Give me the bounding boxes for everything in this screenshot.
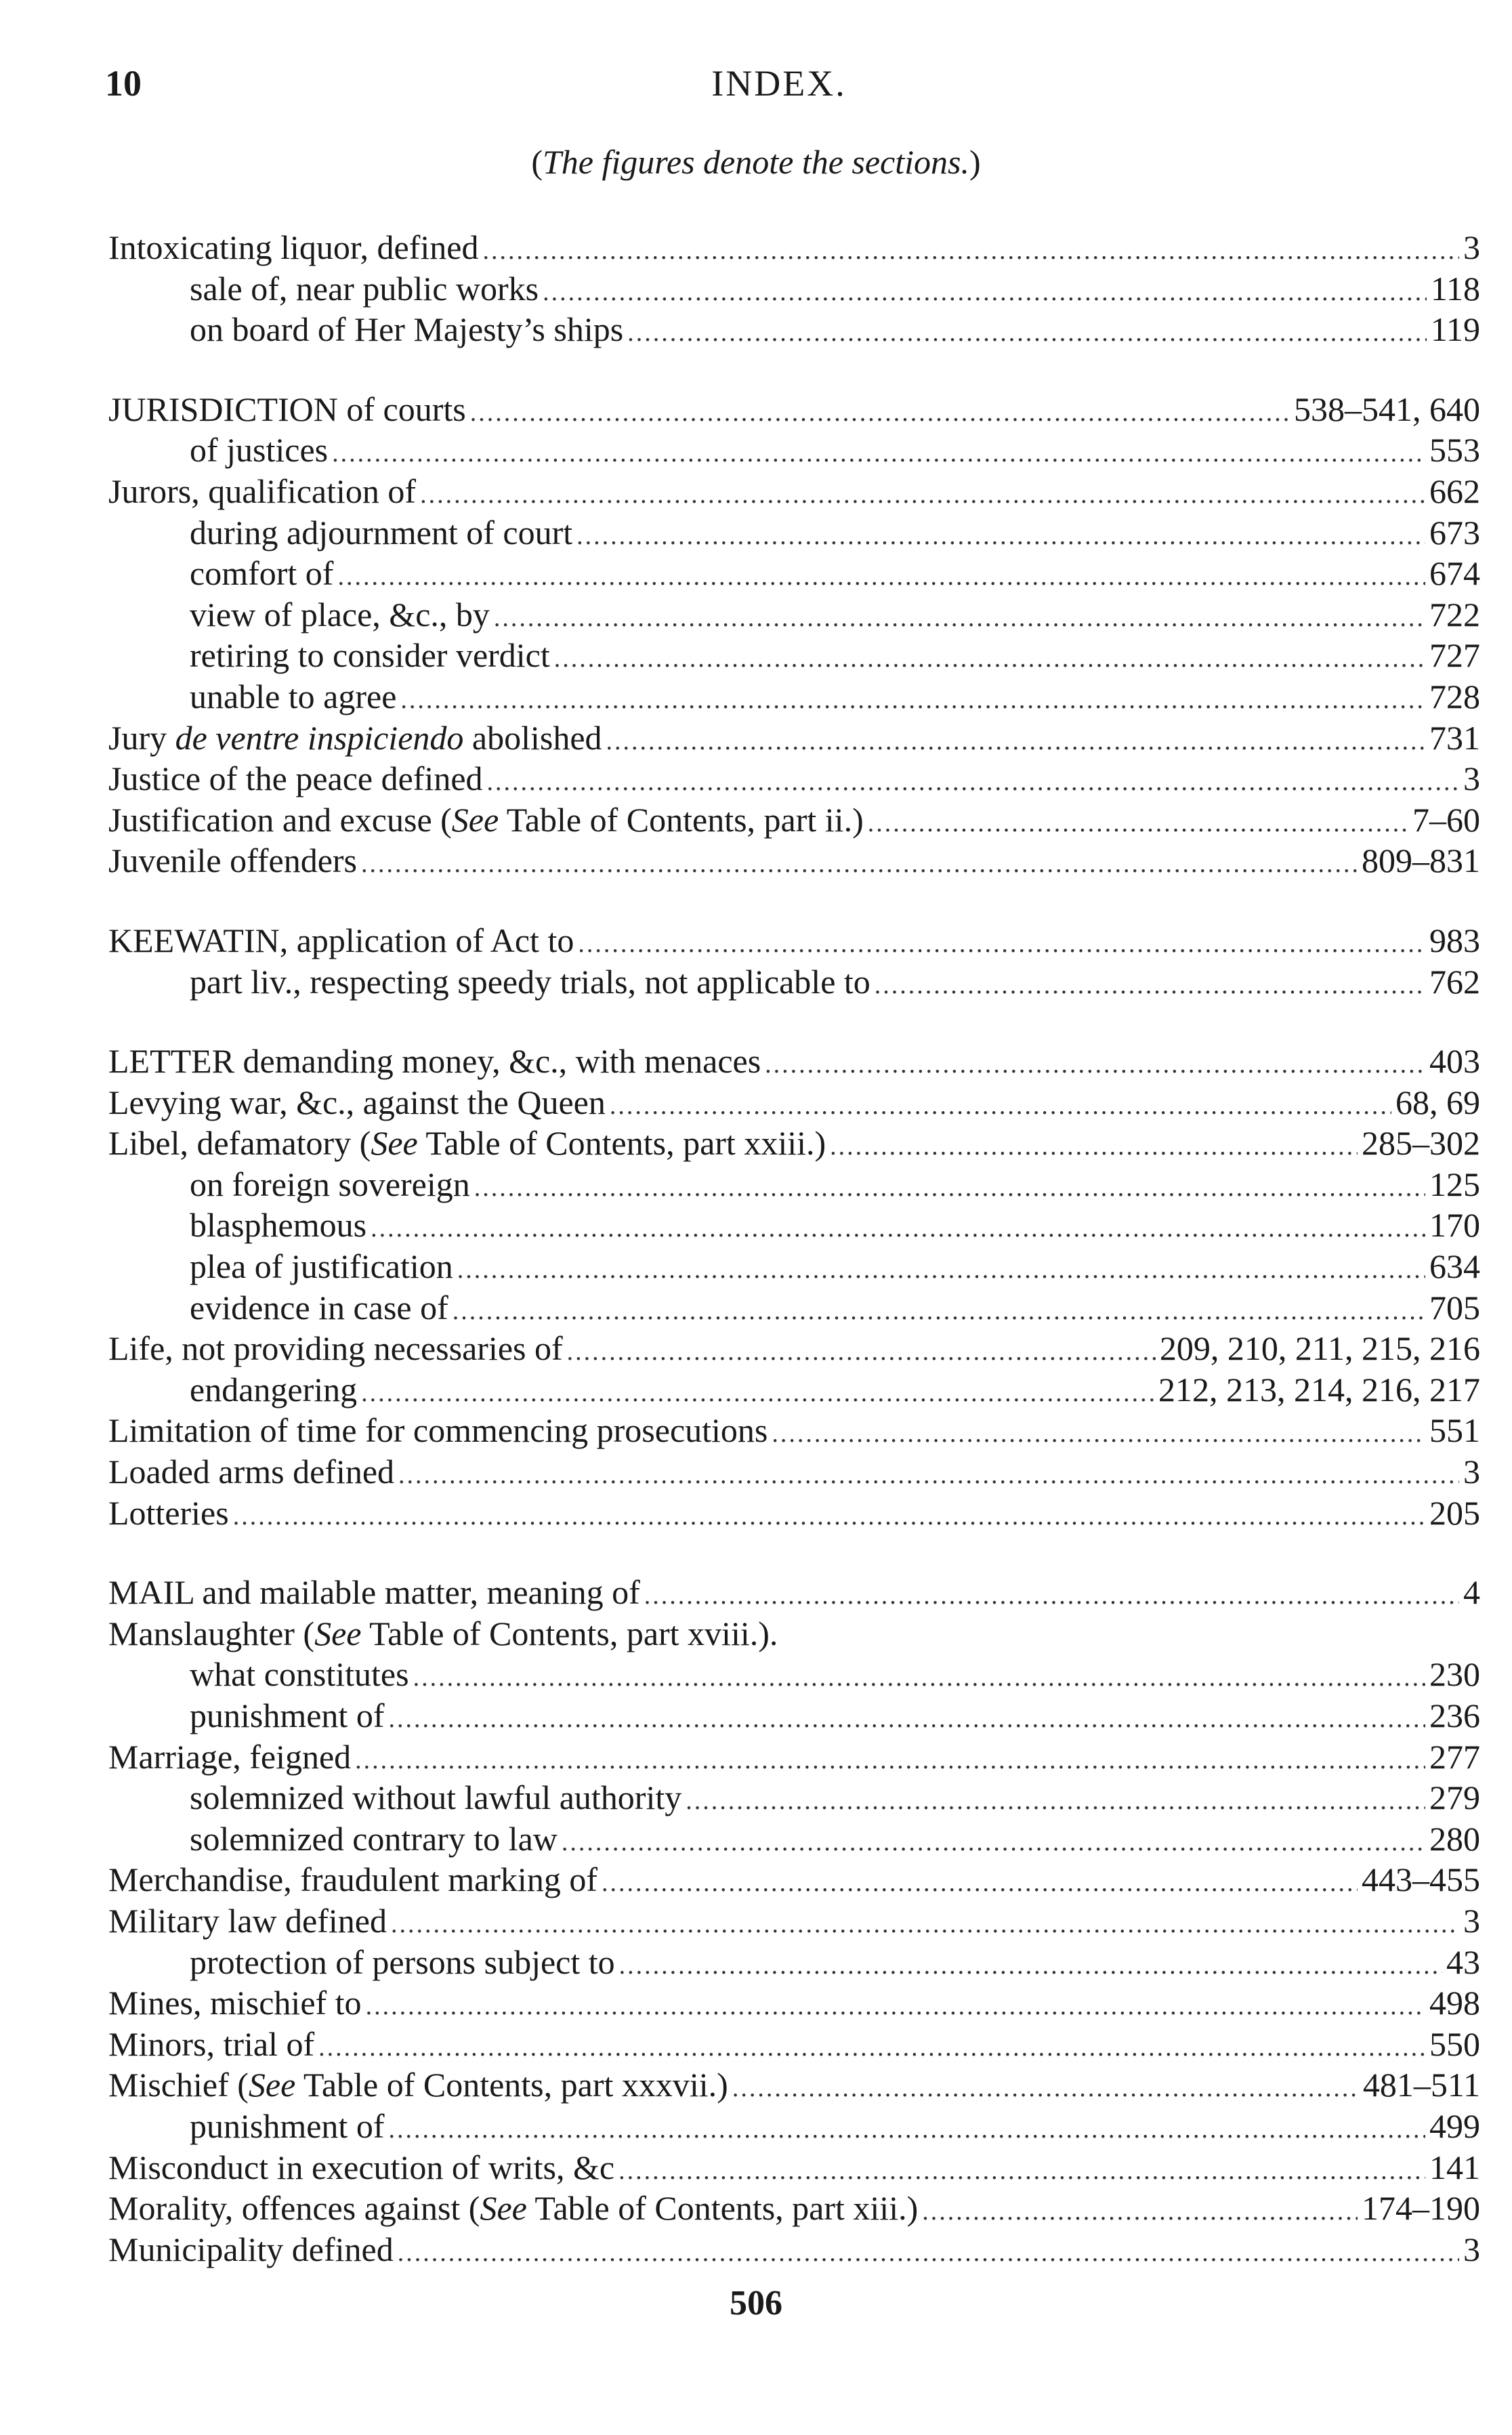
section-reference: 673 <box>1429 513 1480 551</box>
section-reference: 403 <box>1429 1042 1480 1081</box>
entry-text: Jury <box>108 718 175 757</box>
dot-leader <box>627 312 1427 354</box>
entry-label <box>108 1654 409 1695</box>
section-reference: 481–511 <box>1362 2066 1480 2104</box>
entry-text: Life, not providing necessaries of <box>108 1329 563 1368</box>
dot-leader <box>388 2109 1425 2150</box>
entry-label <box>108 1164 470 1205</box>
signature-mark: 506 <box>730 2284 782 2323</box>
entry-text: Intoxicating liquor, defined <box>108 228 479 266</box>
dot-leader <box>554 638 1425 680</box>
index-entry <box>108 389 1480 430</box>
entry-label <box>108 2147 614 2188</box>
index-entry <box>108 1859 1480 1900</box>
section-reference: 170 <box>1429 1206 1480 1245</box>
entry-label <box>108 1736 351 1778</box>
section-reference: 277 <box>1429 1737 1480 1776</box>
entry-label <box>108 840 357 881</box>
entry-text: Mischief ( <box>108 2066 249 2104</box>
entry-text: plea of justification <box>190 1247 453 1286</box>
section-reference: 634 <box>1429 1247 1480 1286</box>
dot-leader <box>567 1331 1156 1373</box>
dot-leader <box>391 1904 1459 1945</box>
dot-leader <box>772 1413 1425 1455</box>
entry-label <box>108 1410 768 1451</box>
entry-text: unable to agree <box>190 677 397 715</box>
entry-text: Morality, offences against ( <box>108 2189 480 2228</box>
entry-label <box>108 1369 357 1411</box>
section-reference: 205 <box>1429 1493 1480 1532</box>
section-reference: 3 <box>1463 1453 1480 1491</box>
entry-label <box>108 2229 394 2270</box>
index-subentry <box>108 1942 1480 1983</box>
entry-text: Minors, trial of <box>108 2024 315 2063</box>
dot-leader <box>398 1455 1459 1496</box>
entry-text: on foreign sovereign <box>190 1165 470 1203</box>
index-entries <box>108 227 1480 2270</box>
dot-leader <box>543 272 1427 313</box>
index-entry <box>108 2024 1480 2065</box>
index-entry <box>108 1493 1480 1534</box>
entry-label <box>108 1451 394 1493</box>
entry-text: Marriage, feigned <box>108 1737 352 1776</box>
entry-italic-text: See <box>248 2066 296 2104</box>
section-reference: 212, 213, 214, 216, 217 <box>1158 1370 1480 1409</box>
entry-label <box>108 1942 615 1983</box>
entry-label <box>108 635 550 676</box>
index-note-close-paren: ) <box>969 143 981 181</box>
index-subentry <box>108 309 1480 350</box>
dot-leader <box>388 1699 1425 1740</box>
entry-label <box>108 920 574 961</box>
entry-label <box>108 2188 918 2229</box>
dot-leader <box>361 844 1358 885</box>
entry-text: comfort of <box>190 554 334 593</box>
entry-text: Juvenile offenders <box>108 841 358 880</box>
entry-label <box>108 1123 826 1164</box>
index-entry <box>108 227 1480 268</box>
entry-label <box>108 1287 448 1329</box>
index-subentry <box>108 1164 1480 1205</box>
index-subentry <box>108 2106 1480 2147</box>
entry-text-tail: Table of Contents, part ii.) <box>499 800 864 839</box>
dot-leader <box>371 1208 1425 1249</box>
entry-text: evidence in case of <box>190 1288 448 1327</box>
section-reference: 662 <box>1429 472 1480 510</box>
dot-leader <box>487 762 1459 803</box>
dot-leader <box>618 2150 1425 2192</box>
index-entry <box>108 1982 1480 2024</box>
index-subentry <box>108 961 1480 1003</box>
section-reference: 125 <box>1429 1165 1480 1203</box>
section-reference: 553 <box>1429 431 1480 470</box>
entry-text: Justification and excuse ( <box>108 800 452 839</box>
dot-leader <box>337 556 1425 598</box>
running-head: INDEX. <box>711 63 847 104</box>
dot-leader <box>644 1575 1459 1617</box>
section-reference: 7–60 <box>1412 800 1480 839</box>
entry-text: Merchandise, fraudulent marking of <box>108 1860 597 1899</box>
entry-text: Libel, defamatory ( <box>108 1124 371 1163</box>
dot-leader <box>578 923 1425 965</box>
entry-text: of justices <box>190 431 329 470</box>
index-subentry <box>108 676 1480 717</box>
entry-label <box>108 1859 597 1900</box>
entry-text: Lotteries <box>108 1493 229 1532</box>
dot-leader <box>610 1085 1391 1127</box>
entry-text: sale of, near public works <box>190 269 539 308</box>
index-entry <box>108 1736 1480 1778</box>
section-reference: 722 <box>1429 595 1480 633</box>
section-reference: 538–541, 640 <box>1294 390 1480 428</box>
entry-label <box>108 676 396 717</box>
entry-text: on board of Her Majesty’s ships <box>190 310 624 349</box>
index-entry <box>108 2147 1480 2188</box>
entry-label <box>108 1982 362 2024</box>
index-subentry <box>108 512 1480 554</box>
dot-leader <box>765 1044 1425 1085</box>
entry-label <box>108 1613 778 1654</box>
entry-text: part liv., respecting speedy trials, not applicable to <box>190 962 870 1001</box>
section-reference: 43 <box>1446 1942 1480 1981</box>
index-subentry <box>108 1695 1480 1736</box>
section-reference: 3 <box>1463 2230 1480 2268</box>
entry-label <box>108 1041 761 1082</box>
entry-text: Military law defined <box>108 1901 387 1940</box>
entry-italic-text: See <box>314 1614 362 1652</box>
entry-text: punishment of <box>190 1697 385 1734</box>
section-reference: 728 <box>1429 677 1480 715</box>
index-entry <box>108 1041 1480 1082</box>
index-entry <box>108 1613 1480 1654</box>
section-reference: 762 <box>1429 962 1480 1001</box>
index-subentry <box>108 1287 1480 1329</box>
entry-italic-text: See <box>480 2189 527 2228</box>
dot-leader <box>366 1986 1425 2027</box>
section-reference: 551 <box>1429 1411 1480 1450</box>
entry-text-tail: Table of Contents, part xiii.) <box>526 2189 919 2228</box>
entry-text: Municipality defined <box>108 2230 394 2268</box>
entry-label <box>108 2024 314 2065</box>
dot-leader <box>398 2232 1459 2274</box>
index-entry <box>108 2229 1480 2270</box>
section-reference: 809–831 <box>1362 841 1480 880</box>
dot-leader <box>420 474 1425 516</box>
section-reference: 230 <box>1429 1655 1480 1694</box>
entry-text-tail: Table of Contents, part xviii.). <box>361 1614 778 1652</box>
entry-label <box>108 512 572 554</box>
index-entry <box>108 1328 1480 1369</box>
dot-leader <box>576 516 1425 557</box>
section-reference: 705 <box>1429 1288 1480 1327</box>
page-number: 10 <box>105 63 142 104</box>
dot-leader <box>453 1291 1425 1332</box>
index-note-open-paren: ( <box>531 143 543 181</box>
entry-text: protection of persons subject to <box>190 1942 615 1981</box>
entry-text: JURISDICTION of courts <box>108 390 466 428</box>
entry-text: blasphemous <box>190 1206 367 1245</box>
index-entry <box>108 1123 1480 1164</box>
entry-label <box>108 2106 384 2147</box>
entry-italic-text: See <box>451 800 499 839</box>
entry-text: retiring to consider verdict <box>190 636 550 675</box>
index-subentry <box>108 553 1480 594</box>
index-subentry <box>108 594 1480 636</box>
dot-leader <box>355 1740 1425 1781</box>
index-subentry <box>108 1246 1480 1287</box>
entry-label <box>108 1082 606 1123</box>
section-reference: 674 <box>1429 554 1480 593</box>
entry-text: Jurors, qualification of <box>108 472 417 510</box>
dot-leader <box>619 1945 1442 1986</box>
dot-leader <box>233 1496 1425 1537</box>
index-entry <box>108 1410 1480 1451</box>
entry-label <box>108 594 490 636</box>
dot-leader <box>457 1249 1425 1291</box>
entry-text-tail: Table of Contents, part xxiii.) <box>417 1124 826 1163</box>
entry-italic-text: See <box>371 1124 418 1163</box>
index-entry <box>108 758 1480 799</box>
entry-text: LETTER demanding money, &c., with menaces <box>108 1042 761 1081</box>
entry-label <box>108 1493 229 1534</box>
entry-text: during adjournment of court <box>190 513 573 551</box>
entry-text: Loaded arms defined <box>108 1453 395 1491</box>
dot-leader <box>400 680 1425 721</box>
index-subentry <box>108 1818 1480 1860</box>
entry-text: MAIL and mailable matter, meaning of <box>108 1573 640 1612</box>
dot-leader <box>470 392 1290 434</box>
section-reference: 279 <box>1429 1778 1480 1817</box>
entry-text: view of place, &c., by <box>190 595 490 633</box>
index-entry <box>108 1451 1480 1493</box>
index-subentry <box>108 1654 1480 1695</box>
entry-label <box>108 1205 366 1246</box>
dot-leader <box>602 1862 1358 1904</box>
dot-leader <box>732 2068 1359 2109</box>
entry-text: Mines, mischief to <box>108 1984 362 2022</box>
entry-text: KEEWATIN, application of Act to <box>108 921 574 959</box>
index-subentry <box>108 268 1480 310</box>
entry-text: what constitutes <box>190 1655 409 1694</box>
entry-text: solemnized contrary to law <box>190 1819 558 1858</box>
dot-leader <box>413 1657 1425 1699</box>
index-entry <box>108 717 1480 759</box>
entry-text: Limitation of time for commencing prosecutions <box>108 1411 768 1450</box>
entry-label <box>108 758 483 799</box>
dot-leader <box>482 230 1459 272</box>
entry-text: Levying war, &c., against the Queen <box>108 1083 606 1121</box>
entry-label <box>108 1572 640 1613</box>
dot-leader <box>332 433 1425 474</box>
section-reference: 498 <box>1429 1984 1480 2022</box>
dot-leader <box>868 803 1408 844</box>
entry-text: solemnized without lawful authority <box>190 1778 682 1817</box>
section-reference: 4 <box>1463 1573 1480 1612</box>
index-entry <box>108 2064 1480 2106</box>
dot-leader <box>361 1373 1154 1414</box>
section-reference: 443–455 <box>1362 1860 1480 1899</box>
index-subentry <box>108 1777 1480 1818</box>
entry-label <box>108 309 623 350</box>
index-subentry <box>108 1205 1480 1246</box>
dot-leader <box>318 2027 1425 2068</box>
index-note <box>0 142 1512 182</box>
dot-leader <box>875 965 1425 1006</box>
section-reference: 3 <box>1463 759 1480 798</box>
dot-leader <box>606 721 1425 762</box>
entry-label <box>108 2064 728 2106</box>
index-entry <box>108 2188 1480 2229</box>
section-reference: 285–302 <box>1362 1124 1480 1163</box>
index-entry <box>108 799 1480 841</box>
entry-text: punishment of <box>190 2106 385 2145</box>
entry-label <box>108 1246 453 1287</box>
section-reference: 731 <box>1429 718 1480 757</box>
dot-leader <box>494 598 1425 639</box>
index-entry <box>108 471 1480 512</box>
index-entry <box>108 1900 1480 1942</box>
section-reference: 3 <box>1463 1901 1480 1940</box>
section-reference: 174–190 <box>1362 2189 1480 2228</box>
section-reference: 119 <box>1430 310 1480 349</box>
entry-label <box>108 227 478 268</box>
section-reference: 550 <box>1429 2024 1480 2063</box>
entry-label <box>108 471 416 512</box>
section-reference: 280 <box>1429 1819 1480 1858</box>
section-reference: 983 <box>1429 921 1480 959</box>
entry-label <box>108 1818 558 1860</box>
section-reference: 499 <box>1429 2106 1480 2145</box>
dot-leader <box>830 1126 1358 1167</box>
section-reference: 141 <box>1429 2148 1480 2186</box>
entry-text: Justice of the peace defined <box>108 759 483 798</box>
index-note-text: The figures denote the sections. <box>543 143 969 181</box>
dot-leader <box>474 1167 1425 1209</box>
entry-label <box>108 799 864 841</box>
entry-label <box>108 1900 387 1942</box>
section-reference: 118 <box>1430 269 1480 308</box>
entry-text: endangering <box>190 1370 358 1409</box>
section-reference: 209, 210, 211, 215, 216 <box>1159 1329 1480 1368</box>
entry-text-tail: abolished <box>463 718 602 757</box>
section-reference: 3 <box>1463 228 1480 266</box>
entry-label <box>108 553 333 594</box>
index-entry <box>108 840 1480 881</box>
index-entry <box>108 1572 1480 1613</box>
entry-label <box>108 430 328 471</box>
dot-leader <box>922 2191 1358 2232</box>
index-subentry <box>108 635 1480 676</box>
dot-leader <box>562 1822 1425 1863</box>
entry-label <box>108 961 870 1003</box>
entry-label <box>108 1777 681 1818</box>
entry-label <box>108 268 539 310</box>
index-entry <box>108 1082 1480 1123</box>
entry-label <box>108 1695 384 1736</box>
index-subentry <box>108 1369 1480 1411</box>
entry-text: Misconduct in execution of writs, &c <box>108 2148 615 2186</box>
index-entry <box>108 920 1480 961</box>
entry-label <box>108 1328 563 1369</box>
index-subentry <box>108 430 1480 471</box>
entry-label <box>108 717 602 759</box>
entry-text-tail: Table of Contents, part xxxvii.) <box>295 2066 728 2104</box>
section-reference: 236 <box>1429 1697 1480 1734</box>
dot-leader <box>686 1781 1425 1822</box>
page-header <box>105 62 1453 110</box>
entry-italic-text: de ventre inspiciendo <box>175 718 464 757</box>
entry-text: Manslaughter ( <box>108 1614 315 1652</box>
section-reference: 68, 69 <box>1395 1083 1480 1121</box>
section-reference: 727 <box>1429 636 1480 675</box>
entry-label <box>108 389 466 430</box>
